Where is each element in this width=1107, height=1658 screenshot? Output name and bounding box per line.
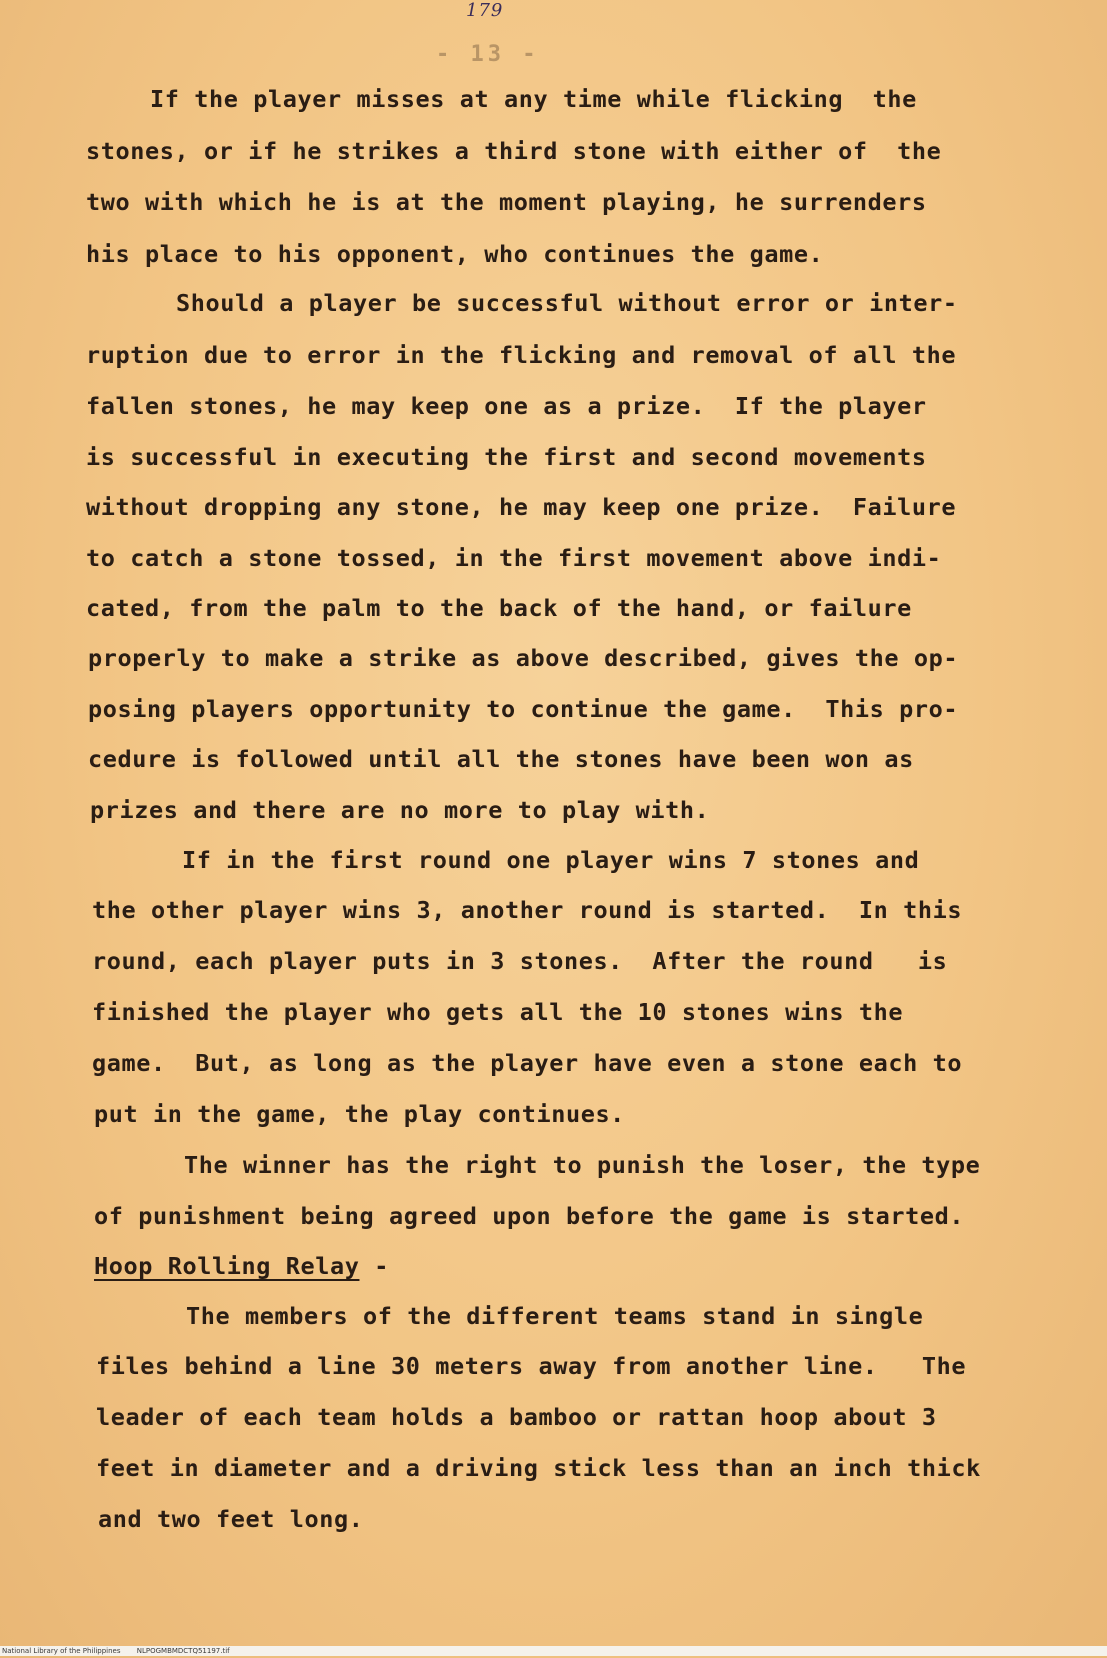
text-line: cedure is followed until all the stones have been won as [88, 745, 914, 773]
text-line: If the player misses at any time while flicking the [150, 85, 917, 113]
heading-title: Hoop Rolling Relay [94, 1252, 360, 1280]
text-line: two with which he is at the moment playing, he surrenders [86, 188, 927, 216]
text-line: stones, or if he strikes a third stone with either of the [86, 137, 942, 165]
text-line: leader of each team holds a bamboo or rattan hoop about 3 [96, 1403, 937, 1431]
text-line: posing players opportunity to continue the game. This pro- [88, 695, 959, 723]
text-line: fallen stones, he may keep one as a prize. If the player [86, 392, 927, 420]
text-line: feet in diameter and a driving stick less than an inch thick [96, 1454, 981, 1482]
section-heading [94, 1252, 389, 1280]
text-line: Should a player be successful without error or inter- [176, 289, 958, 317]
text-line: the other player wins 3, another round is started. In this [92, 896, 963, 924]
scan-footer [0, 1646, 1107, 1656]
text-line: is successful in executing the first and second movements [86, 443, 927, 471]
text-line: put in the game, the play continues. [94, 1100, 625, 1128]
text-line: The members of the different teams stand in single [186, 1302, 924, 1330]
text-line: If in the first round one player wins 7 stones and [182, 846, 920, 874]
text-line: his place to his opponent, who continues the game. [86, 240, 824, 268]
text-line: prizes and there are no more to play with. [90, 796, 710, 824]
text-line: of punishment being agreed upon before the game is started. [94, 1202, 965, 1230]
text-line: game. But, as long as the player have even a stone each to [92, 1049, 963, 1077]
text-line: properly to make a strike as above described, gives the op- [88, 644, 959, 672]
footer-library: National Library of the Philippines [2, 1647, 121, 1655]
text-line: The winner has the right to punish the loser, the type [184, 1151, 981, 1179]
text-line: cated, from the palm to the back of the hand, or failure [86, 594, 912, 622]
text-line: ruption due to error in the flicking and removal of all the [86, 341, 957, 369]
page-number: - 13 - [436, 42, 540, 67]
text-line: round, each player puts in 3 stones. After the round is [92, 947, 948, 975]
heading-dash: - [359, 1252, 389, 1280]
text-line: to catch a stone tossed, in the first movement above indi- [86, 544, 942, 572]
text-line: finished the player who gets all the 10 stones wins the [92, 998, 904, 1026]
footer-filename: NLPOGMBMDCTQ51197.tif [136, 1647, 230, 1655]
text-line: and two feet long. [98, 1505, 364, 1533]
folio-mark: 179 [466, 0, 504, 21]
text-line: without dropping any stone, he may keep one prize. Failure [86, 493, 957, 521]
text-line: files behind a line 30 meters away from another line. The [96, 1352, 967, 1380]
